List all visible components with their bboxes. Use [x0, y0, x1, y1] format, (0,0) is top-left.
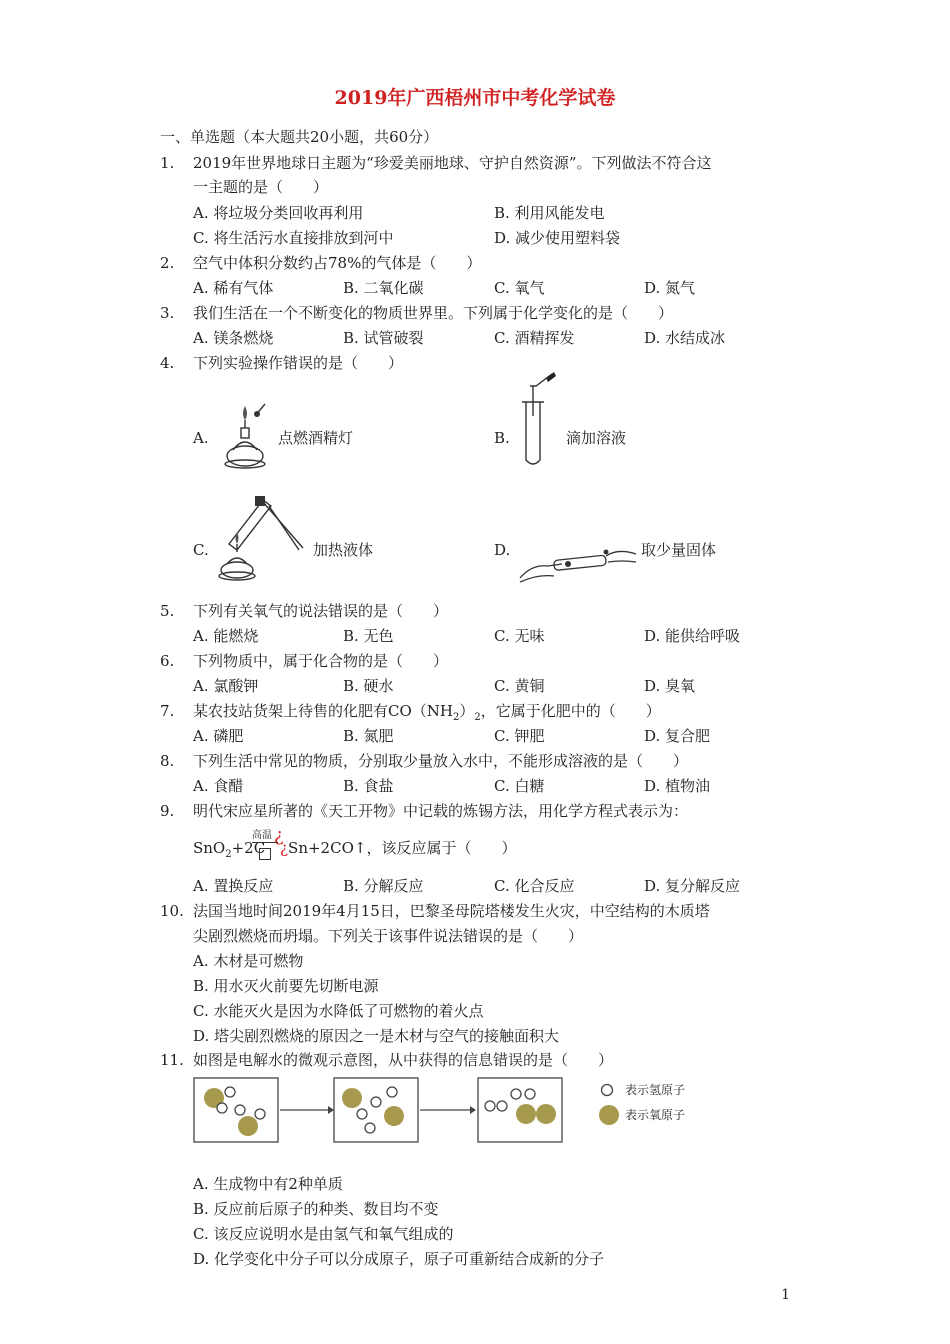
- legend-oxygen-label: 表示氧原子: [625, 1108, 686, 1122]
- q10-stem-cont: 尖剧烈燃烧而坍塌。下列关于该事件说法错误的是（ ）: [193, 927, 584, 945]
- q6-stem: 下列物质中，属于化合物的是（ ）: [193, 652, 449, 670]
- q6-option-b: B. 硬水: [343, 677, 394, 695]
- dropper-test-tube-icon: [516, 372, 561, 472]
- q3-option-a: A. 镁条燃烧: [193, 329, 274, 347]
- q5-option-d: D. 能供给呼吸: [644, 627, 741, 645]
- q3-number: 3.: [160, 304, 175, 322]
- q6-option-a: A. 氯酸钾: [193, 677, 259, 695]
- q4-option-c-letter: C.: [193, 541, 209, 559]
- q9-equation-bar: [252, 842, 278, 843]
- q1-stem-cont: 一主题的是（ ）: [193, 178, 329, 196]
- legend-hydrogen-label: 表示氢原子: [625, 1083, 686, 1097]
- q6-number: 6.: [160, 652, 175, 670]
- q5-option-b: B. 无色: [343, 627, 394, 645]
- heating-liquid-icon: [215, 492, 310, 584]
- q9-equation-mark-top: ¿: [274, 825, 284, 846]
- q2-number: 2.: [160, 254, 175, 272]
- q4-option-a-letter: A.: [193, 429, 209, 447]
- q1-option-c: C. 将生活污水直接排放到河中: [193, 229, 394, 247]
- q2-option-b: B. 二氧化碳: [343, 279, 424, 297]
- q10-option-b: B. 用水灭火前要先切断电源: [193, 977, 379, 995]
- q1-option-a: A. 将垃圾分类回收再利用: [193, 204, 364, 222]
- q8-option-c: C. 白糖: [494, 777, 545, 795]
- q11-stem: 如图是电解水的微观示意图，从中获得的信息错误的是（ ）: [193, 1051, 614, 1069]
- q7-number: 7.: [160, 702, 175, 720]
- q3-option-b: B. 试管破裂: [343, 329, 424, 347]
- q7-stem: 某农技站货架上待售的化肥有$CO(NH_2)_2$，它属于化肥中的（ ）: [193, 702, 661, 723]
- q1-option-d: D. 减少使用塑料袋: [494, 229, 621, 247]
- hydrogen-atom-legend-icon: [600, 1083, 614, 1097]
- q10-stem: 法国当地时间2019年4月15日，巴黎圣母院塔楼发生火灾，中空结构的木质塔: [193, 902, 710, 920]
- electrolysis-diagram: [190, 1074, 610, 1146]
- q10-option-d: D. 塔尖剧烈燃烧的原因之一是木材与空气的接触面积大: [193, 1027, 560, 1045]
- q7-option-d: D. 复合肥: [644, 727, 711, 745]
- q1-option-b: B. 利用风能发电: [494, 204, 605, 222]
- q5-number: 5.: [160, 602, 175, 620]
- q8-stem: 下列生活中常见的物质，分别取少量放入水中，不能形成溶液的是（ ）: [193, 752, 689, 770]
- q10-option-a: A. 木材是可燃物: [193, 952, 304, 970]
- q7-option-b: B. 氮肥: [343, 727, 394, 745]
- q9-option-c: C. 化合反应: [494, 877, 575, 895]
- q4-option-d-letter: D.: [494, 541, 511, 559]
- q10-option-c: C. 水能灭火是因为水降低了可燃物的着火点: [193, 1002, 484, 1020]
- q4-option-a-label: 点燃酒精灯: [278, 429, 354, 447]
- q3-stem: 我们生活在一个不断变化的物质世界里。下列属于化学变化的是（ ）: [193, 304, 674, 322]
- q10-number: 10.: [160, 902, 184, 920]
- q4-option-d-label: 取少量固体: [641, 541, 717, 559]
- q9-equation-right: ¿Sn+2CO↑，该反应属于（ ）: [280, 839, 517, 857]
- q9-equation-box: [259, 848, 271, 860]
- q5-option-a: A. 能燃烧: [193, 627, 259, 645]
- q11-option-d: D. 化学变化中分子可以分成原子，原子可重新结合成新的分子: [193, 1250, 605, 1268]
- q9-option-a: A. 置换反应: [193, 877, 274, 895]
- q9-equation-condition: 高温: [252, 830, 272, 841]
- q9-number: 9.: [160, 802, 175, 820]
- q11-number: 11.: [160, 1051, 184, 1069]
- q6-option-c: C. 黄铜: [494, 677, 545, 695]
- q11-option-a: A. 生成物中有2种单质: [193, 1175, 343, 1193]
- q2-option-d: D. 氮气: [644, 279, 696, 297]
- q4-option-c-label: 加热液体: [313, 541, 374, 559]
- q1-number: 1.: [160, 154, 175, 172]
- section-heading: 一、单选题（本大题共20小题，共60分）: [160, 128, 439, 146]
- q8-option-d: D. 植物油: [644, 777, 711, 795]
- q8-option-b: B. 食盐: [343, 777, 394, 795]
- q11-option-b: B. 反应前后原子的种类、数目均不变: [193, 1200, 439, 1218]
- page-number: 1: [781, 1287, 790, 1303]
- q9-equation-left: SnO$_2$+2C: [193, 839, 266, 860]
- q4-number: 4.: [160, 354, 175, 372]
- alcohol-lamp-lighting-icon: [215, 398, 275, 470]
- q9-stem: 明代宋应星所著的《天工开物》中记载的炼锡方法，用化学方程式表示为：: [193, 802, 689, 820]
- page-title: 2019年广西梧州市中考化学试卷: [334, 87, 616, 109]
- q7-option-c: C. 钾肥: [494, 727, 545, 745]
- q4-option-b-label: 滴加溶液: [566, 429, 627, 447]
- q5-stem: 下列有关氧气的说法错误的是（ ）: [193, 602, 449, 620]
- q6-option-d: D. 臭氧: [644, 677, 696, 695]
- q2-option-a: A. 稀有气体: [193, 279, 274, 297]
- oxygen-atom-legend-icon: [598, 1104, 620, 1126]
- q9-option-b: B. 分解反应: [343, 877, 424, 895]
- q7-option-a: A. 磷肥: [193, 727, 244, 745]
- q8-number: 8.: [160, 752, 175, 770]
- taking-solid-icon: [518, 538, 638, 584]
- q5-option-c: C. 无味: [494, 627, 545, 645]
- q9-option-d: D. 复分解反应: [644, 877, 741, 895]
- q2-stem: 空气中体积分数约占78%的气体是（ ）: [193, 254, 482, 272]
- q2-option-c: C. 氧气: [494, 279, 545, 297]
- middle-box: [334, 1078, 418, 1142]
- q3-option-c: C. 酒精挥发: [494, 329, 575, 347]
- q11-option-c: C. 该反应说明水是由氢气和氧气组成的: [193, 1225, 454, 1243]
- q1-stem: 2019年世界地球日主题为“珍爱美丽地球、守护自然资源”。下列做法不符合这: [193, 154, 712, 172]
- q4-option-b-letter: B.: [494, 429, 510, 447]
- q8-option-a: A. 食醋: [193, 777, 244, 795]
- q4-stem: 下列实验操作错误的是（ ）: [193, 354, 404, 372]
- q3-option-d: D. 水结成冰: [644, 329, 726, 347]
